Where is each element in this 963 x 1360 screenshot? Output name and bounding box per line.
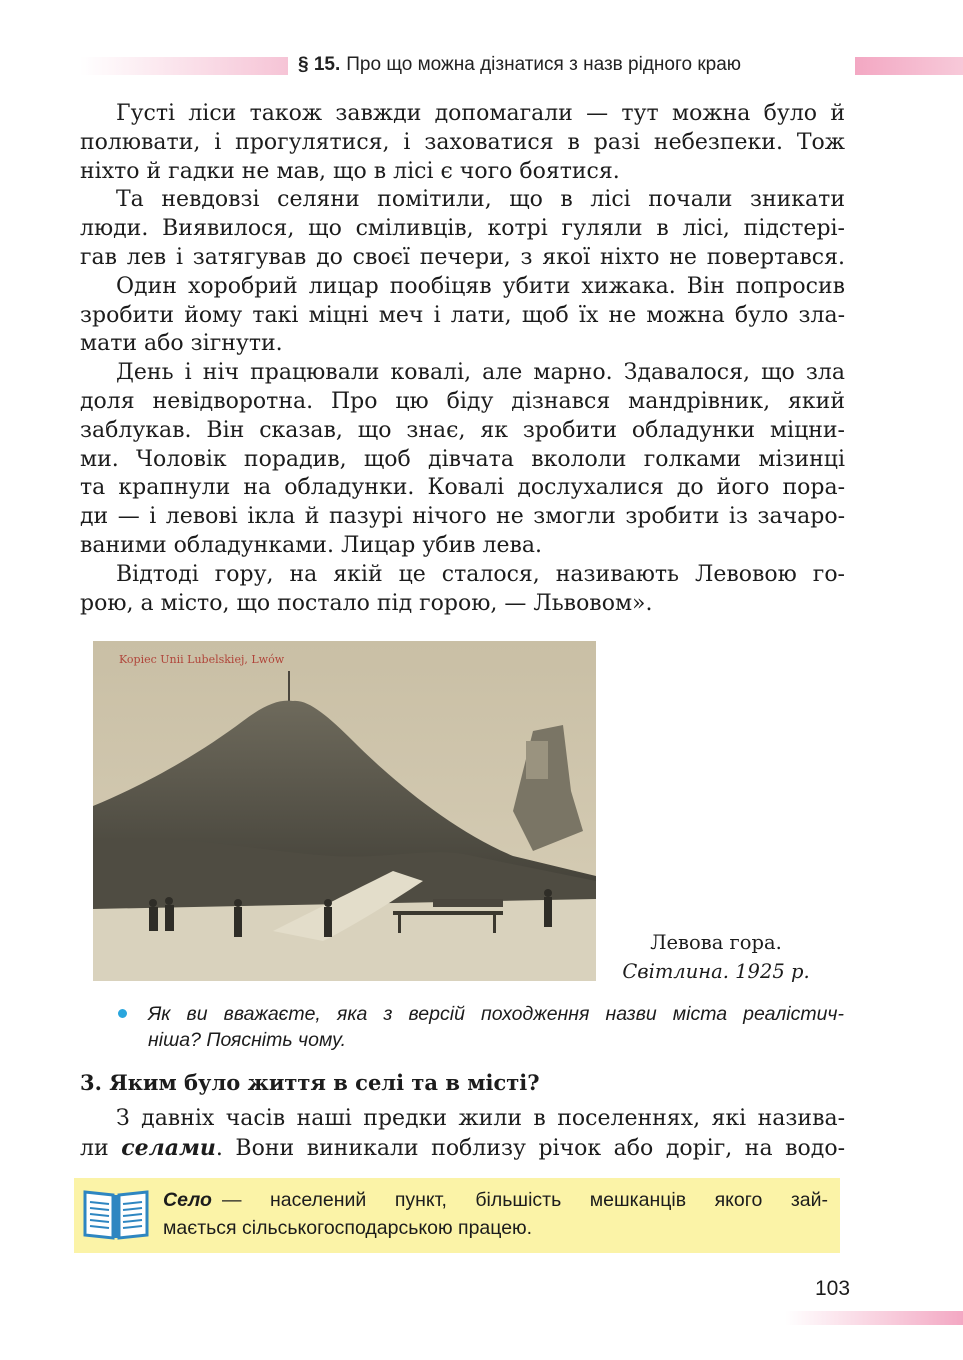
footer-decor xyxy=(785,1311,963,1325)
header-decor-left xyxy=(80,57,288,75)
photo-inscription: Kopiec Unii Lubelskiej, Lwów xyxy=(119,653,285,666)
text-line: полювати, і прогулятися, і заховатися в разі небезпеки. Тож xyxy=(80,129,845,155)
text-line: зробити йому такі міцні меч і лати, щоб їх не можна було зла- xyxy=(80,302,845,328)
text-line: День і ніч працювали ковалі, але марно. Здавалося, що зла xyxy=(116,360,845,386)
definition-box xyxy=(74,1178,840,1253)
book-icon xyxy=(82,1186,150,1242)
text-line: Один хоробрий лицар пообіцяв убити хижака. Він попросив xyxy=(116,273,845,299)
text-line: доля невідворотна. Про цю біду дізнався мандрівник, який xyxy=(80,388,845,414)
question-line: Як ви вважаєте, яка з версій походження назви міста реалістич- xyxy=(148,1003,844,1025)
header-decor-right xyxy=(855,57,963,75)
text-line: З давніх часів наші предки жили в поселеннях, які назива- xyxy=(116,1106,845,1131)
definition-line: мається сільськогосподарською працею. xyxy=(163,1217,533,1239)
definition-term: Село xyxy=(163,1189,212,1211)
text-line: ли селами. Вони виникали поблизу річок або доріг, на водо- xyxy=(80,1134,845,1161)
question-line: ніша? Поясніть чому. xyxy=(148,1029,346,1051)
caption-subtitle: Світлина. 1925 р. xyxy=(622,960,810,983)
section-heading: 3. Яким було життя в селі та в місті? xyxy=(80,1070,540,1095)
discussion-question xyxy=(122,1001,844,1053)
definition-line: Село — населений пункт, більшість мешканців якого зай- xyxy=(163,1189,828,1211)
text-line: Та невдовзі селяни помітили, що в лісі почали зникати xyxy=(116,187,845,213)
definition-text xyxy=(163,1186,828,1242)
section-paragraph xyxy=(80,1105,845,1163)
bullet-icon xyxy=(118,1009,127,1018)
page-number: 103 xyxy=(815,1277,851,1300)
photo-caption xyxy=(605,928,827,986)
text-line: ди — і левові ікла й пазурі нічого не змогли зробити із зачаро- xyxy=(80,504,845,530)
key-term: селами xyxy=(121,1134,216,1161)
text-line: ніхто й гадки не мав, що в лісі є чого боятися. xyxy=(80,158,620,184)
text-line: люди. Виявилося, що сміливців, котрі гуляли в лісі, підстері- xyxy=(80,216,845,242)
story-text xyxy=(80,100,845,618)
text-line: гав лев і затягував до своєї печери, з якої ніхто не повертався. xyxy=(80,244,845,270)
text-line: та крапнули на обладунки. Ковалі дослухалися до його пора- xyxy=(80,475,845,501)
section-header xyxy=(298,54,741,76)
text-line: ми. Чоловік порадив, щоб дівчата вкололи голками мізинці xyxy=(80,446,845,472)
section-title: Про що можна дізнатися з назв рідного краю xyxy=(346,54,742,75)
text-line: Густі ліси також завжди допомагали — тут можна було й xyxy=(116,101,845,126)
caption-title: Левова гора. xyxy=(650,931,782,954)
text-line: ваними обладунками. Лицар убив лева. xyxy=(80,532,543,558)
text-line: Відтоді гору, на якій це сталося, називають Левовою го- xyxy=(116,561,845,587)
section-number: § 15. xyxy=(298,54,341,75)
text-line: рою, а місто, що постало під горою, — Львовом». xyxy=(80,590,653,616)
text-line: заблукав. Він сказав, що знає, як зробити обладунки міцни- xyxy=(80,417,845,443)
text-line: мати або зігнути. xyxy=(80,331,283,357)
lion-hill-photo xyxy=(93,641,596,981)
